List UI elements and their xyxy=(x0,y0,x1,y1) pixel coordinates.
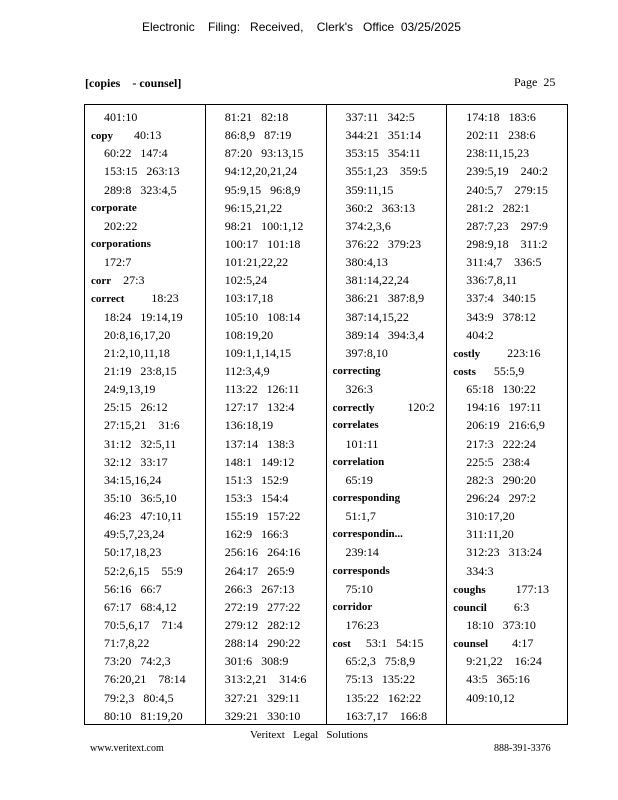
index-reference: 94:12,20,21,24 xyxy=(224,164,298,179)
index-term: correspondin... xyxy=(332,528,403,541)
index-reference: 153:15 263:13 xyxy=(104,164,180,179)
index-reference: 120:2 xyxy=(374,400,435,415)
index-reference: 103:17,18 xyxy=(224,291,274,306)
index-reference: 81:21 82:18 xyxy=(224,110,289,124)
index-reference: 163:7,17 166:8 xyxy=(345,708,428,723)
index-reference: 353:15 354:11 xyxy=(345,146,421,161)
index-term: correctly xyxy=(332,402,375,415)
index-entry-term xyxy=(453,344,563,362)
index-reference: 404:2 xyxy=(466,327,494,342)
index-reference: 27:3 xyxy=(111,273,145,288)
index-reference: 34:15,16,24 xyxy=(104,472,162,487)
index-reference: 256:16 264:16 xyxy=(224,545,301,560)
index-reference: 70:5,6,17 71:4 xyxy=(104,617,183,632)
index-reference: 4:17 xyxy=(488,636,534,651)
index-reference: 75:10 xyxy=(345,581,373,596)
index-reference: 76:20,21 78:14 xyxy=(104,672,186,687)
index-reference: 65:2,3 75:8,9 xyxy=(345,654,416,669)
index-reference: 71:7,8,22 xyxy=(104,636,150,651)
index-column-1 xyxy=(85,105,205,724)
index-reference: 281:2 282:1 xyxy=(466,200,530,215)
index-reference: 46:23 47:10,11 xyxy=(104,509,183,524)
index-reference: 223:16 xyxy=(480,345,541,360)
footer-phone: 888-391-3376 xyxy=(494,743,551,754)
index-reference: 50:17,18,23 xyxy=(104,545,162,560)
index-reference: 288:14 290:22 xyxy=(224,636,301,651)
index-reference: 240:5,7 279:15 xyxy=(466,182,548,197)
index-reference: 65:18 130:22 xyxy=(466,382,536,397)
index-term: costly xyxy=(453,347,481,360)
index-reference: 313:2,21 314:6 xyxy=(224,672,307,687)
index-reference: 343:9 378:12 xyxy=(466,309,536,324)
index-reference: 172:7 xyxy=(104,255,132,270)
index-reference: 174:18 183:6 xyxy=(466,110,536,124)
index-term: coughs xyxy=(453,583,486,596)
index-reference: 409:10,12 xyxy=(466,690,515,705)
index-reference: 311:4,7 336:5 xyxy=(466,255,542,270)
index-reference: 95:9,15 96:8,9 xyxy=(224,182,301,197)
index-reference: 334:3 xyxy=(466,563,494,578)
index-term: corr xyxy=(91,275,112,288)
index-reference: 21:19 23:8,15 xyxy=(104,363,177,378)
index-reference: 177:13 xyxy=(485,581,549,596)
index-reference: 312:23 313:24 xyxy=(466,545,542,560)
index-reference: 202:22 xyxy=(104,218,138,233)
index-reference: 310:17,20 xyxy=(466,509,515,524)
index-reference: 35:10 36:5,10 xyxy=(104,490,177,505)
index-reference: 327:21 329:11 xyxy=(224,690,300,705)
index-entry-term xyxy=(333,634,443,652)
index-reference: 137:14 138:3 xyxy=(224,436,295,451)
index-reference: 25:15 26:12 xyxy=(104,400,168,415)
index-range: [copies - counsel] xyxy=(85,76,182,90)
index-term: corresponds xyxy=(332,564,390,577)
index-reference: 18:24 19:14,19 xyxy=(104,309,183,324)
index-reference: 374:2,3,6 xyxy=(345,218,391,233)
footer-company: Veritext Legal Solutions xyxy=(250,729,368,741)
index-term: corresponding xyxy=(332,491,401,504)
index-entry-term xyxy=(453,362,563,380)
index-term: costs xyxy=(453,365,476,378)
index-reference: 176:23 xyxy=(345,617,379,632)
index-reference: 153:3 154:4 xyxy=(224,490,289,505)
index-reference: 148:1 149:12 xyxy=(224,454,295,469)
index-reference: 155:19 157:22 xyxy=(224,509,301,524)
index-reference: 217:3 222:24 xyxy=(466,436,536,451)
index-reference: 98:21 100:1,12 xyxy=(224,218,304,233)
index-reference: 298:9,18 311:2 xyxy=(466,236,548,251)
index-reference: 301:6 308:9 xyxy=(224,654,289,669)
index-term: correcting xyxy=(332,364,381,377)
index-reference: 376:22 379:23 xyxy=(345,236,422,251)
index-reference: 108:19,20 xyxy=(224,327,274,342)
index-reference: 135:22 162:22 xyxy=(345,690,422,705)
index-reference: 86:8,9 87:19 xyxy=(224,128,292,143)
index-reference: 239:5,19 240:2 xyxy=(466,164,548,179)
filing-stamp: Electronic Filing: Received, Clerk's Office 03/25/2025 xyxy=(142,20,461,34)
index-reference: 225:5 238:4 xyxy=(466,454,530,469)
index-reference: 206:19 216:6,9 xyxy=(466,418,545,433)
index-reference: 105:10 108:14 xyxy=(224,309,301,324)
index-reference: 31:12 32:5,11 xyxy=(104,436,177,451)
index-reference: 127:17 132:4 xyxy=(224,400,295,415)
index-reference: 355:1,23 359:5 xyxy=(345,164,428,179)
index-term: corporations xyxy=(91,237,151,250)
index-entry-term xyxy=(91,271,201,289)
index-reference: 337:4 340:15 xyxy=(466,291,536,306)
index-reference: 344:21 351:14 xyxy=(345,128,422,143)
index-reference: 67:17 68:4,12 xyxy=(104,599,177,614)
index-reference: 32:12 33:17 xyxy=(104,454,168,469)
index-reference: 51:1,7 xyxy=(345,509,376,524)
index-term: council xyxy=(453,601,487,614)
index-reference: 162:9 166:3 xyxy=(224,527,289,542)
index-reference: 272:19 277:22 xyxy=(224,599,301,614)
index-reference: 79:2,3 80:4,5 xyxy=(104,690,174,705)
index-term: corporate xyxy=(91,201,137,214)
index-entry-term xyxy=(453,634,563,652)
index-reference: 49:5,7,23,24 xyxy=(104,527,165,542)
index-reference: 102:5,24 xyxy=(224,273,268,288)
index-reference: 337:11 342:5 xyxy=(345,110,415,124)
index-reference: 202:11 238:6 xyxy=(466,128,536,143)
index-entry-term xyxy=(333,398,443,416)
index-column-2 xyxy=(205,105,326,724)
index-reference: 109:1,1,14,15 xyxy=(224,345,292,360)
index-reference: 55:5,9 xyxy=(475,363,525,378)
index-reference: 289:8 323:4,5 xyxy=(104,182,177,197)
index-reference: 326:3 xyxy=(345,382,373,397)
index-reference: 6:3 xyxy=(486,599,530,614)
index-reference: 389:14 394:3,4 xyxy=(345,327,425,342)
index-reference: 266:3 267:13 xyxy=(224,581,295,596)
index-reference: 113:22 126:11 xyxy=(224,382,300,397)
word-index-table xyxy=(84,104,568,725)
index-reference: 336:7,8,11 xyxy=(466,273,518,288)
index-reference: 24:9,13,19 xyxy=(104,382,156,397)
index-reference: 52:2,6,15 55:9 xyxy=(104,563,183,578)
index-reference: 296:24 297:2 xyxy=(466,490,536,505)
index-reference: 397:8,10 xyxy=(345,345,388,360)
index-reference: 56:16 66:7 xyxy=(104,581,162,596)
index-reference: 75:13 135:22 xyxy=(345,672,416,687)
page-number: Page 25 xyxy=(514,75,556,89)
index-reference: 112:3,4,9 xyxy=(224,363,270,378)
index-reference: 100:17 101:18 xyxy=(224,236,301,251)
index-reference: 359:11,15 xyxy=(345,182,394,197)
index-entry-term xyxy=(453,580,563,598)
index-term: correct xyxy=(91,293,125,306)
index-column-4 xyxy=(446,105,567,724)
index-reference: 101:11 xyxy=(345,436,379,451)
index-reference: 40:13 xyxy=(113,128,162,143)
index-reference: 18:23 xyxy=(124,291,179,306)
index-reference: 401:10 xyxy=(104,110,138,124)
index-reference: 73:20 74:2,3 xyxy=(104,654,171,669)
index-reference: 53:1 54:15 xyxy=(350,636,424,651)
index-reference: 96:15,21,22 xyxy=(224,200,283,215)
index-reference: 238:11,15,23 xyxy=(466,146,530,161)
index-term: copy xyxy=(91,130,113,143)
index-reference: 27:15,21 31:6 xyxy=(104,418,180,433)
index-reference: 101:21,22,22 xyxy=(224,255,289,270)
index-term: cost xyxy=(332,638,351,651)
index-reference: 20:8,16,17,20 xyxy=(104,327,171,342)
index-reference: 287:7,23 297:9 xyxy=(466,218,548,233)
index-reference: 381:14,22,24 xyxy=(345,273,409,288)
index-entry-term xyxy=(453,598,563,616)
index-reference: 386:21 387:8,9 xyxy=(345,291,425,306)
index-term: correlation xyxy=(332,455,385,468)
index-reference: 360:2 363:13 xyxy=(345,200,416,215)
index-reference: 282:3 290:20 xyxy=(466,472,536,487)
index-term: correlates xyxy=(332,419,379,432)
index-reference: 80:10 81:19,20 xyxy=(104,708,183,723)
index-reference: 43:5 365:16 xyxy=(466,672,530,687)
index-reference: 18:10 373:10 xyxy=(466,617,536,632)
index-reference: 329:21 330:10 xyxy=(224,708,301,723)
index-reference: 151:3 152:9 xyxy=(224,472,289,487)
index-reference: 311:11,20 xyxy=(466,527,514,542)
index-reference: 239:14 xyxy=(345,545,379,560)
index-column-3 xyxy=(326,105,447,724)
index-reference: 136:18,19 xyxy=(224,418,274,433)
index-reference: 264:17 265:9 xyxy=(224,563,295,578)
index-reference: 87:20 93:13,15 xyxy=(224,146,304,161)
index-entry-term xyxy=(91,126,201,144)
index-reference: 387:14,15,22 xyxy=(345,309,409,324)
index-reference: 60:22 147:4 xyxy=(104,146,168,161)
index-reference: 279:12 282:12 xyxy=(224,617,301,632)
footer-website: www.veritext.com xyxy=(90,743,164,754)
index-reference: 21:2,10,11,18 xyxy=(104,345,170,360)
index-reference: 65:19 xyxy=(345,472,373,487)
index-reference: 194:16 197:11 xyxy=(466,400,542,415)
index-term: corridor xyxy=(332,600,373,613)
index-reference: 380:4,13 xyxy=(345,255,388,270)
index-entry-term xyxy=(91,289,201,307)
index-term: counsel xyxy=(453,638,489,651)
index-reference: 9:21,22 16:24 xyxy=(466,654,542,669)
